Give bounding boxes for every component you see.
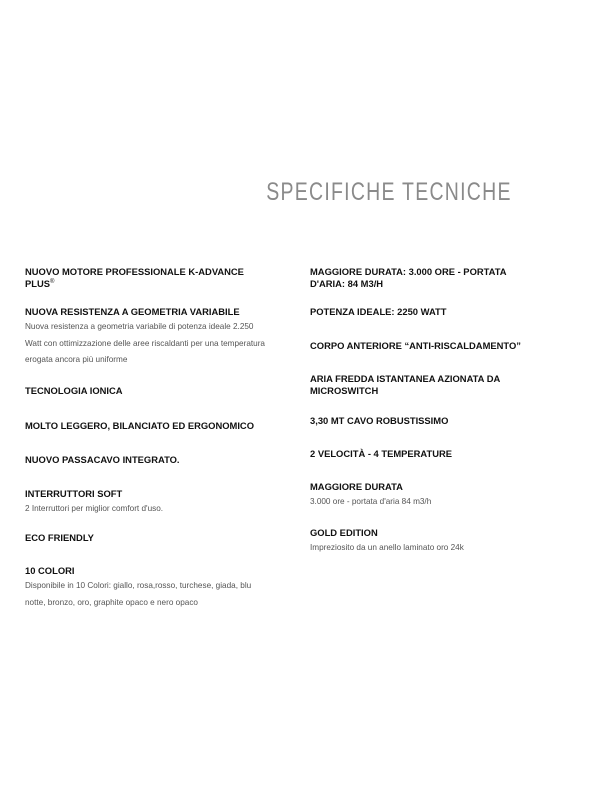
spec-item xyxy=(25,532,270,544)
spec-item xyxy=(25,565,270,611)
spec-heading: 3,30 MT CAVO ROBUSTISSIMO xyxy=(310,415,449,426)
spec-item xyxy=(310,340,535,352)
spec-description: 2 Interruttori per miglior comfort d'uso. xyxy=(25,503,164,513)
spec-description: Impreziosito da un anello laminato oro 24k xyxy=(310,542,464,552)
spec-item xyxy=(310,481,535,511)
registered-mark: ® xyxy=(50,278,55,285)
spec-heading: MAGGIORE DURATA: 3.000 ORE - PORTATA D'ARIA: 84 M3/H xyxy=(310,266,507,289)
spec-heading: MOLTO LEGGERO, BILANCIATO ED ERGONOMICO xyxy=(25,419,254,431)
spec-item xyxy=(310,448,535,460)
spec-heading: MAGGIORE DURATA xyxy=(310,481,403,492)
spec-item xyxy=(25,454,270,466)
spec-heading: 2 VELOCITÀ - 4 TEMPERATURE xyxy=(310,448,453,459)
spec-heading: TECNOLOGIA IONICA xyxy=(25,384,123,396)
spec-description: Nuova resistenza a geometria variabile di potenza ideale 2.250 Watt con ottimizzazione delle aree riscaldanti per una temperatura erogata ancora più uniforme xyxy=(25,322,265,365)
spec-heading: POTENZA IDEALE: 2250 WATT xyxy=(310,306,447,317)
spec-item xyxy=(25,266,270,290)
specs-left-column xyxy=(25,266,270,612)
specs-right-column xyxy=(310,266,535,556)
spec-description: 3.000 ore - portata d'aria 84 m3/h xyxy=(310,497,432,506)
spec-heading: NUOVO MOTORE PROFESSIONALE K-ADVANCE PLUS® xyxy=(25,266,244,289)
spec-heading: CORPO ANTERIORE “ANTI-RISCALDAMENTO” xyxy=(310,340,521,351)
spec-item xyxy=(25,420,270,432)
spec-description: Disponibile in 10 Colori: giallo, rosa,rosso, turchese, giada, blu notte, bronzo, oro, graphite opaco e nero opaco xyxy=(25,581,252,607)
spec-heading: INTERRUTTORI SOFT xyxy=(25,487,123,499)
spec-item xyxy=(310,306,535,318)
spec-item xyxy=(310,415,535,427)
spec-heading: NUOVA RESISTENZA A GEOMETRIA VARIABILE xyxy=(25,306,240,317)
spec-item xyxy=(310,527,535,557)
spec-heading: 10 COLORI xyxy=(25,565,75,577)
page-title: SPECIFICHE TECNICHE xyxy=(266,178,512,206)
spec-item xyxy=(310,373,535,397)
spec-item xyxy=(25,385,270,397)
spec-heading: NUOVO PASSACAVO INTEGRATO. xyxy=(25,453,180,465)
spec-heading: GOLD EDITION xyxy=(310,526,378,538)
spec-heading: ECO FRIENDLY xyxy=(25,532,94,544)
spec-heading: ARIA FREDDA ISTANTANEA AZIONATA DA MICROSWITCH xyxy=(310,373,500,396)
spec-item xyxy=(25,488,270,518)
spec-item xyxy=(25,306,270,369)
spec-item xyxy=(310,266,535,290)
